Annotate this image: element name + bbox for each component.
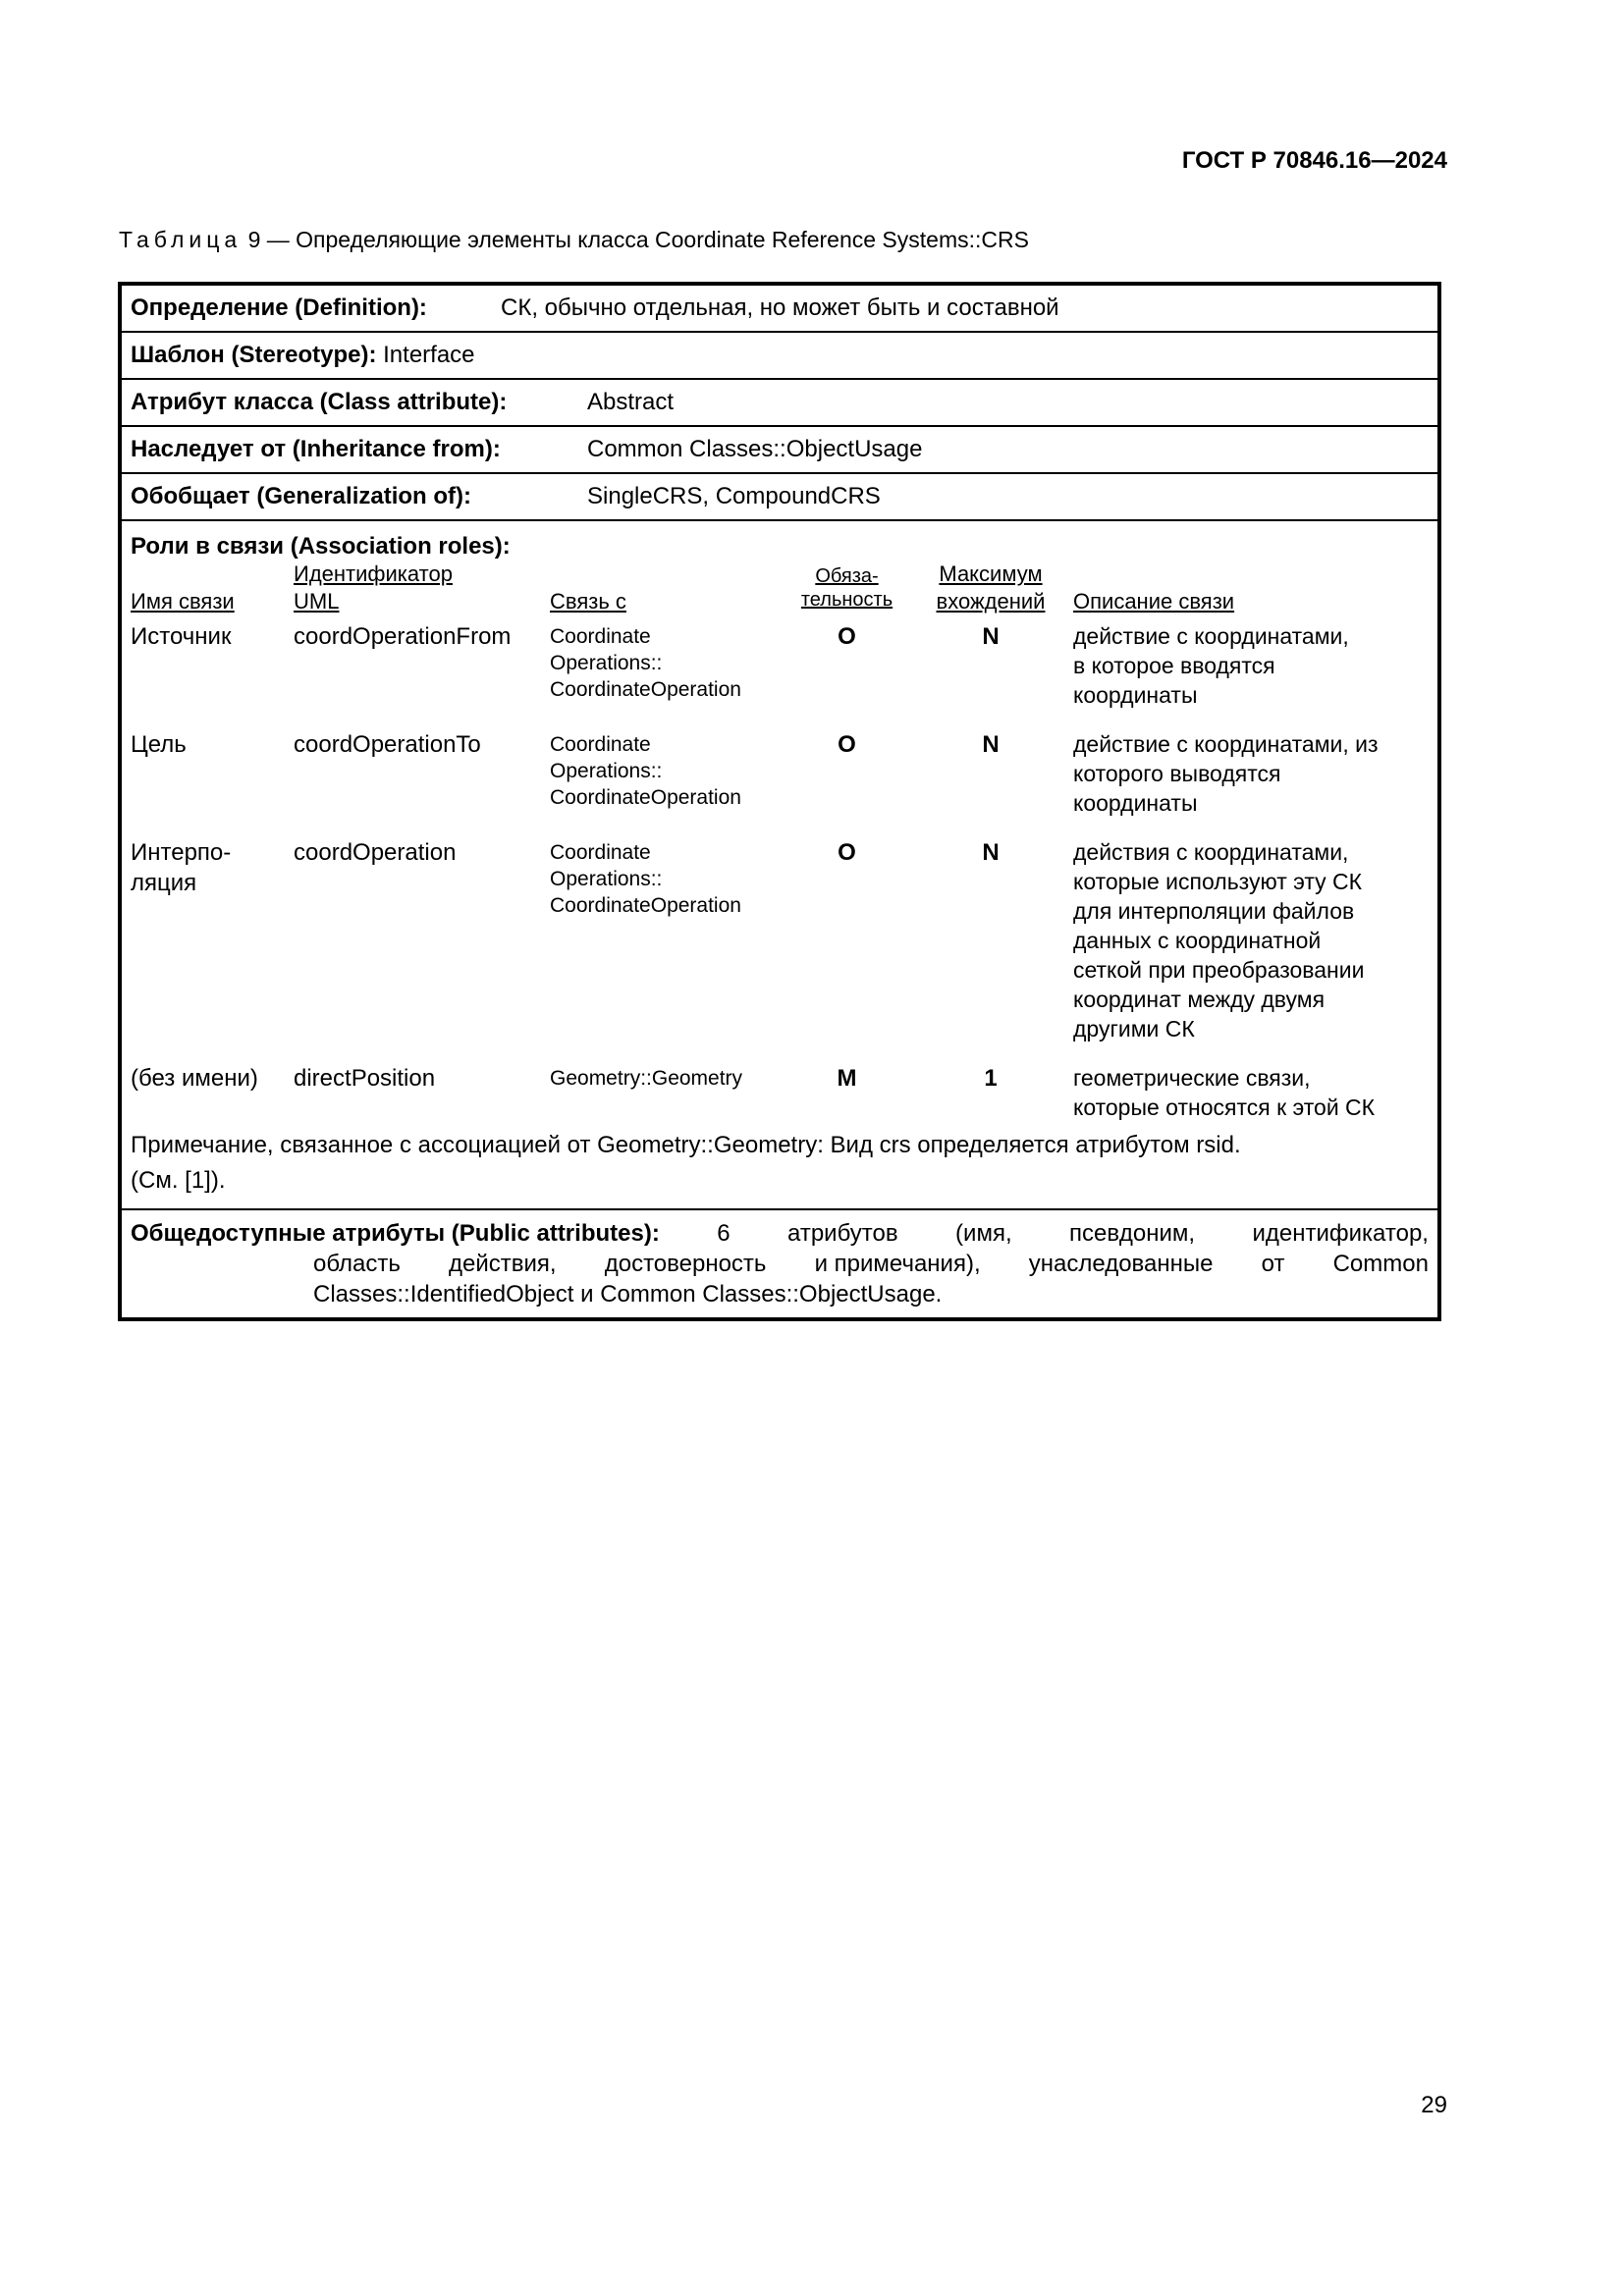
caption-text: 9 — Определяющие элементы класса Coordinate Reference Systems::CRS (247, 227, 1029, 252)
header-name: Имя связи (131, 589, 235, 614)
caption-prefix: Таблица (119, 227, 243, 252)
row3-desc-line4: данных с координатной (1073, 928, 1322, 953)
public-word-2-3: достоверность (604, 1251, 767, 1277)
row1-desc-line2: в которое вводятся (1073, 653, 1275, 678)
public-word-2-4: и примечания), (814, 1251, 981, 1277)
row2-desc-line1: действие с координатами, из (1073, 731, 1379, 757)
header-uml-line1: Идентификатор (294, 561, 453, 586)
row3-name-line1: Интерпо- (131, 839, 232, 866)
row1-link-line1: Coordinate (550, 625, 651, 648)
row3-obligation: O (838, 839, 856, 866)
row2-desc-line2: которого выводятся (1073, 761, 1281, 786)
row3-link-line1: Coordinate (550, 841, 651, 864)
public-word-1-2: атрибутов (787, 1220, 898, 1247)
row2-description (1073, 723, 1397, 818)
row2-link-line3: CoordinateOperation (550, 786, 741, 809)
row1-desc-line1: действие с координатами, (1073, 623, 1349, 649)
row4-desc-line1: геометрические связи, (1073, 1065, 1311, 1091)
public-word-2-5: унаследованные (1028, 1251, 1214, 1277)
row3-name-line2: ляция (131, 870, 197, 896)
row3-desc-line7: другими СК (1073, 1016, 1195, 1041)
row4-uml: directPosition (294, 1065, 436, 1092)
stereotype-label: Шаблон (Stereotype): (131, 342, 377, 368)
public-word-2-7: Common (1332, 1251, 1429, 1277)
row4-link: Geometry::Geometry (550, 1067, 743, 1090)
row2-uml: coordOperationTo (294, 731, 481, 758)
row2-link-line1: Coordinate (550, 733, 651, 756)
public-word-2-2: действия, (449, 1251, 557, 1277)
header-link: Связь с (550, 589, 626, 614)
public-line2 (131, 1249, 1429, 1279)
row-public-attributes (122, 1210, 1437, 1317)
row1-link (550, 615, 785, 710)
row3-desc-line1: действия с координатами, (1073, 839, 1349, 865)
public-line1 (131, 1218, 1429, 1249)
public-word-1-3: (имя, (955, 1220, 1012, 1247)
header-obligation (785, 561, 908, 615)
row2-name: Цель (131, 731, 187, 758)
definition-label: Определение (Definition): (131, 294, 427, 321)
row2-max: N (982, 731, 1000, 758)
row1-link-line2: Operations:: (550, 652, 663, 674)
header-description: Описание связи (1073, 589, 1235, 614)
inheritance-value: Common Classes::ObjectUsage (587, 436, 923, 462)
row1-name (131, 615, 294, 710)
public-word-1-5: идентификатор, (1252, 1220, 1429, 1247)
document-code: ГОСТ Р 70846.16—2024 (1181, 147, 1447, 174)
row1-uml: coordOperationFrom (294, 623, 512, 650)
class-attribute-label: Атрибут класса (Class attribute): (131, 389, 508, 415)
association-note (131, 1128, 1437, 1199)
row3-link-line3: CoordinateOperation (550, 894, 741, 917)
association-note-line1: Примечание, связанное с ассоциацией от Geometry::Geometry: Вид crs определяется атрибутом rsid. (131, 1132, 1241, 1158)
row-generalization (122, 474, 1437, 521)
row3-name (131, 831, 294, 1043)
row3-link (550, 831, 785, 1043)
row1-max: N (982, 623, 1000, 650)
public-attributes-label: Общедоступные атрибуты (Public attributes): (131, 1220, 660, 1247)
public-word-1-1: 6 (717, 1220, 731, 1247)
row-inheritance (122, 427, 1437, 474)
generalization-label: Обобщает (Generalization of): (131, 483, 471, 509)
public-word-2-6: от (1261, 1251, 1285, 1277)
row4-obligation: M (837, 1065, 857, 1092)
page-number: 29 (1421, 2092, 1447, 2118)
row3-desc-line5: сеткой при преобразовании (1073, 957, 1365, 983)
row-definition (122, 286, 1437, 333)
row3-link-line2: Operations:: (550, 868, 663, 890)
row3-uml: coordOperation (294, 839, 457, 866)
row3-desc-line3: для интерполяции файлов (1073, 898, 1355, 924)
association-note-line2: (См. [1]). (131, 1167, 226, 1194)
class-attribute-value: Abstract (587, 389, 675, 415)
row4-description (1073, 1057, 1397, 1122)
row1-name-text: Источник (131, 623, 232, 650)
row2-link (550, 723, 785, 818)
generalization-value: SingleCRS, CompoundCRS (587, 483, 881, 509)
row3-desc-line2: которые используют эту СК (1073, 869, 1363, 894)
header-max-line2: вхождений (936, 589, 1046, 614)
row4-max: 1 (984, 1065, 998, 1092)
row1-desc-line3: координаты (1073, 682, 1198, 708)
header-uml (294, 561, 550, 615)
row-association-roles (122, 521, 1437, 1210)
header-uml-line2: UML (294, 589, 340, 614)
row3-max: N (982, 839, 1000, 866)
inheritance-label: Наследует от (Inheritance from): (131, 436, 501, 462)
row-stereotype (122, 333, 1437, 380)
row2-desc-line3: координаты (1073, 790, 1198, 816)
header-max (908, 561, 1073, 615)
row1-description (1073, 615, 1397, 710)
header-max-line1: Максимум (939, 561, 1043, 586)
row2-obligation: O (838, 731, 856, 758)
association-grid (131, 561, 1437, 1122)
association-title: Роли в связи (Association roles): (131, 533, 511, 560)
definition-value: СК, обычно отдельная, но может быть и составной (501, 294, 1059, 321)
row4-name: (без имени) (131, 1065, 258, 1092)
table-caption (119, 227, 1029, 253)
header-obligation-line1: Обяза- (815, 565, 879, 587)
row1-link-line3: CoordinateOperation (550, 678, 741, 701)
public-word-1-4: псевдоним, (1069, 1220, 1196, 1247)
header-obligation-line2: тельность (800, 589, 893, 611)
row4-desc-line2: которые относятся к этой СК (1073, 1095, 1376, 1120)
row2-link-line2: Operations:: (550, 760, 663, 782)
public-line3: Classes::IdentifiedObject и Common Classes::ObjectUsage. (313, 1281, 943, 1308)
crs-definition-table (118, 282, 1441, 1321)
stereotype-value: Interface (376, 342, 475, 368)
row3-desc-line6: координат между двумя (1073, 987, 1326, 1012)
row3-description (1073, 831, 1397, 1043)
public-word-2-1: область (313, 1251, 401, 1277)
row1-obligation: O (838, 623, 856, 650)
row-class-attribute (122, 380, 1437, 427)
